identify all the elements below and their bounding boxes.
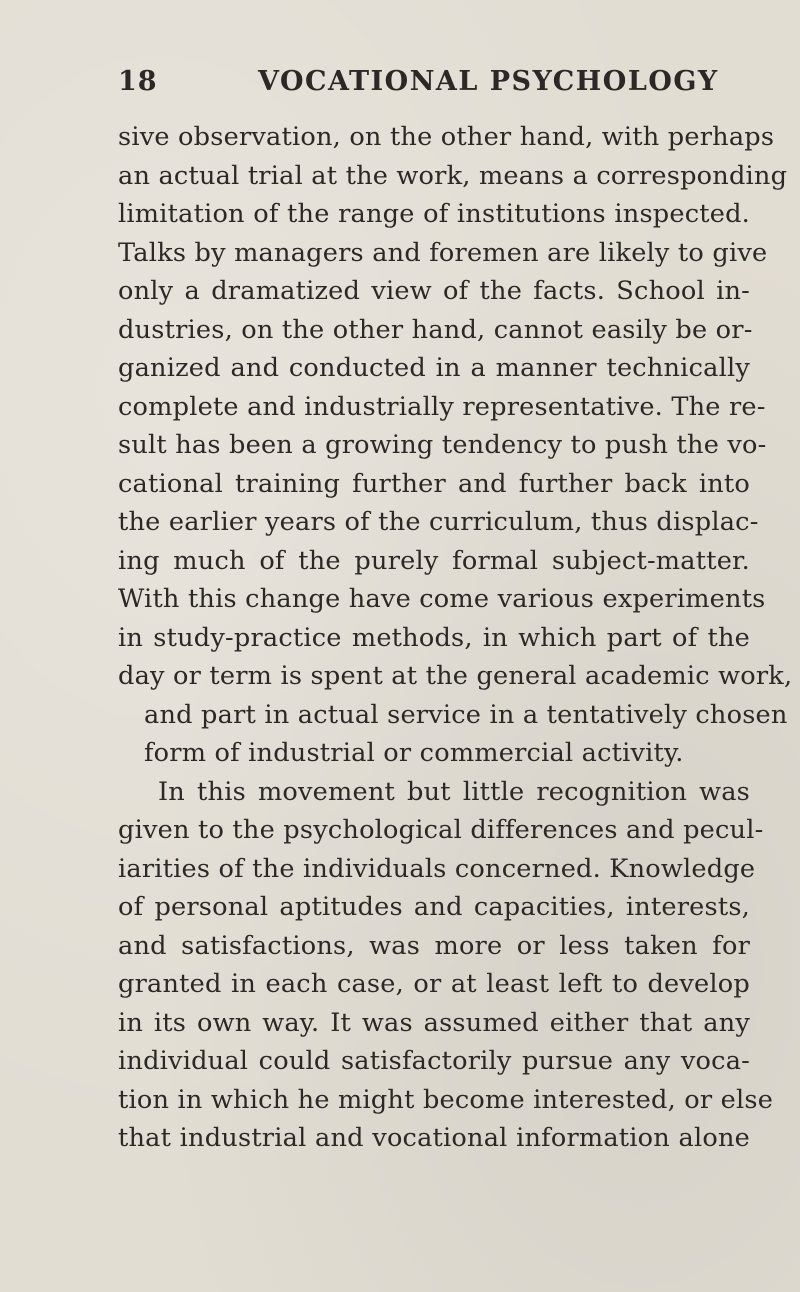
text-line: form of industrial or commercial activity. — [144, 738, 684, 768]
text-line: Talks by managers and foremen are likely to give — [118, 237, 768, 268]
text-line: of personal aptitudes and capacities, interests, — [118, 892, 750, 922]
text-line: individual could satisfactorily pursue any voca- — [118, 1046, 750, 1076]
text-line: granted in each case, or at least left to develop — [118, 969, 750, 999]
text-line: iarities of the individuals concerned. Knowledge — [118, 853, 756, 884]
text-line: in study-practice methods, in which part of the — [118, 622, 750, 653]
text-line: ing much of the purely formal subject-matter. — [118, 545, 750, 576]
text-line: dustries, on the other hand, cannot easily be or- — [118, 314, 753, 345]
text-line: and satisfactions, was more or less taken for — [118, 930, 750, 961]
text-line: only a dramatized view of the facts. School in- — [118, 276, 750, 306]
text-line: the earlier years of the curriculum, thus displac- — [118, 507, 759, 537]
text-line: in its own way. It was assumed either that any — [118, 1007, 750, 1038]
text-line: With this change have come various experiments — [118, 584, 766, 614]
text-line: complete and industrially representative. The re- — [118, 391, 766, 422]
text-line: sult has been a growing tendency to push the vo- — [118, 430, 767, 460]
text-line: an actual trial at the work, means a corresponding — [118, 160, 788, 191]
text-line: tion in which he might become interested, or else — [118, 1084, 774, 1115]
running-head — [118, 66, 750, 106]
text-line: cational training further and further back into — [118, 468, 750, 499]
paragraph-start-line: In this movement but little recognition was — [158, 776, 750, 807]
page-number: 18 — [118, 66, 158, 97]
text-line: day or term is spent at the general academic work, — [118, 661, 793, 691]
text-line: that industrial and vocational information alone — [118, 1123, 750, 1153]
running-title: VOCATIONAL PSYCHOLOGY — [258, 66, 719, 97]
text-line: ganized and conducted in a manner technically — [118, 353, 750, 383]
text-line: limitation of the range of institutions inspected. — [118, 199, 750, 229]
text-line: given to the psychological differences and pecul- — [118, 815, 764, 845]
text-line: sive observation, on the other hand, with perhaps — [118, 122, 775, 152]
text-line: and part in actual service in a tentatively chosen — [144, 699, 788, 730]
